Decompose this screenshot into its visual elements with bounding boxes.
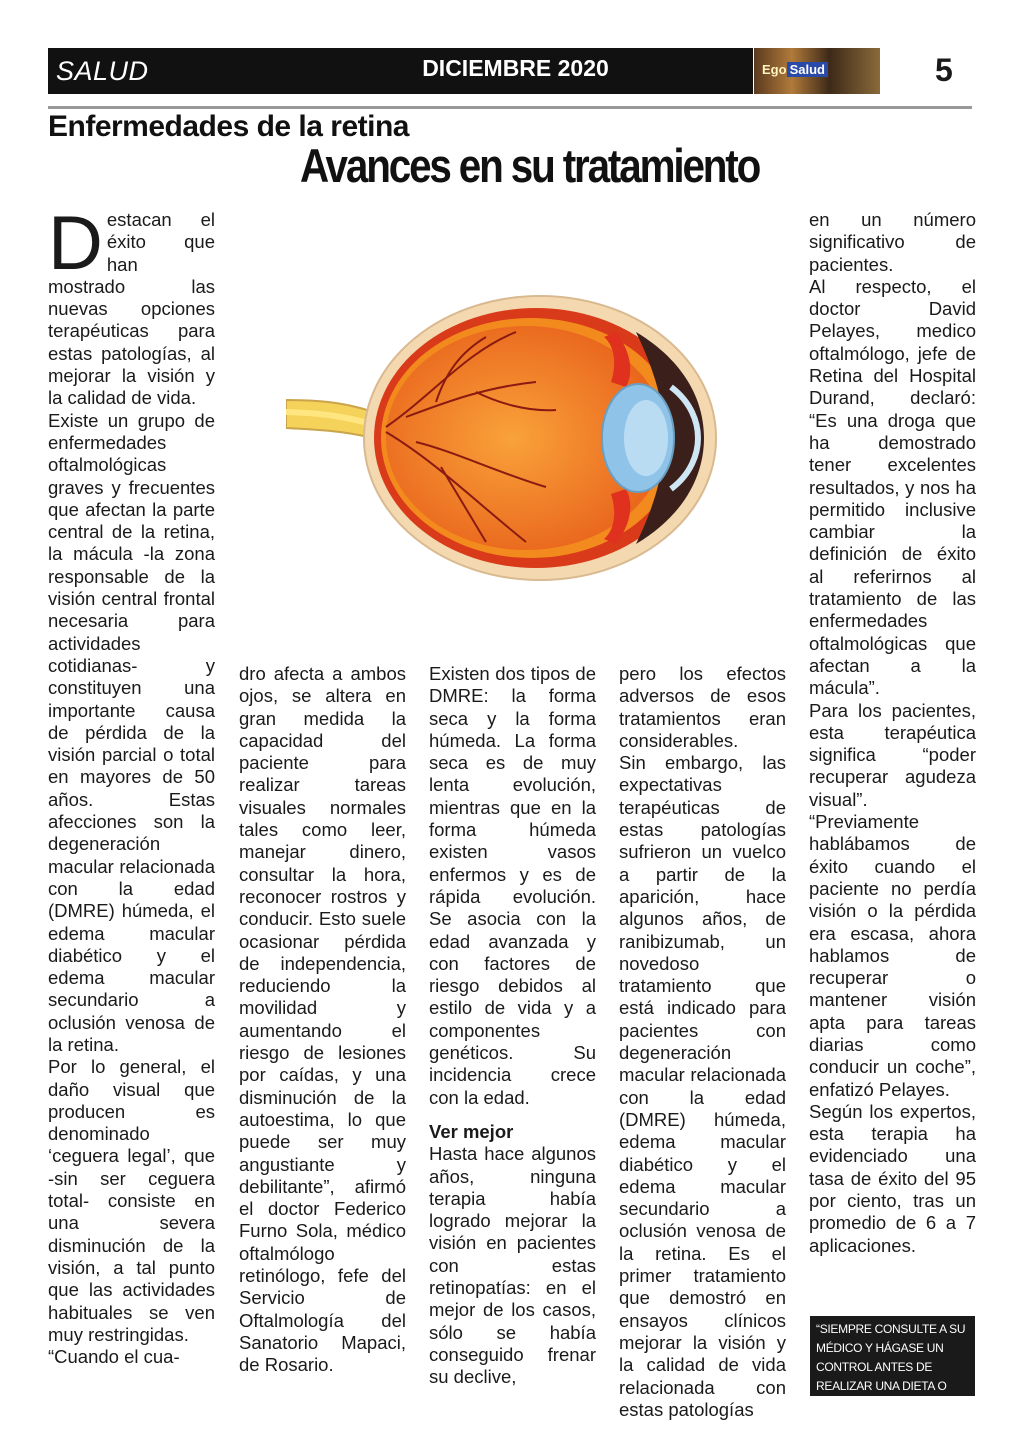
article-column-1: [48, 201, 215, 1368]
subheading: Ver mejor: [429, 1120, 514, 1142]
paragraph: “Cuando el cua-: [48, 1346, 180, 1368]
article-column-4: [619, 663, 786, 1421]
logo-text: Ego Salud: [762, 62, 828, 77]
paragraph: Para los pacientes, esta terapéutica significa “poder recuperar agudeza visual”. “Previamente hablábamos de éxito cuando el paciente no perdía visión o la pérdida era escasa, ahora hablamos de recuperar o mantener visión apta para tareas diarias como conducir un coche”, enfatizó Pelayes.: [809, 699, 976, 1100]
header-rule: [48, 106, 972, 109]
issue-date: DICIEMBRE 2020: [422, 55, 609, 81]
article-column-3: [429, 663, 596, 1389]
page-number: 5: [935, 52, 953, 88]
paragraph: en un número significativo de pacientes.: [809, 209, 976, 275]
article-column-2: [239, 663, 406, 1377]
advice-box: “SIEMPRE CONSULTE A SU MÉDICO Y HÁGASE UN CONTROL ANTES DE REALIZAR UNA DIETA O ACTIVIDAD FÍSICA”: [810, 1316, 975, 1396]
paragraph: Por lo general, el daño visual que producen es denominado ‘ceguera legal’, que -sin ser ceguera total- consiste en una severa disminución de la visión, a tal punto que las actividades habituales se ven muy restringidas.: [48, 1056, 215, 1345]
paragraph: Según los expertos, esta terapia ha evidenciado una tasa de éxito del 95 por ciento, tras un promedio de 6 a 7 aplicaciones.: [809, 1100, 976, 1256]
paragraph: Al respecto, el doctor David Pelayes, medico oftalmólogo, jefe de Retina del Hospital Durand, declaró: “Es una droga que ha demostrado tener excelentes resultados, y nos ha permitido inclusive cambiar la definición de éxito al referirnos al tratamiento de las enfermedades oftalmológicas que afectan a la mácula”.: [809, 275, 976, 699]
paragraph: pero los efectos adversos de esos tratamientos eran considerables.: [619, 663, 786, 751]
publication-logo: [754, 48, 880, 94]
paragraph: Existen dos tipos de DMRE: la forma seca y la forma húmeda. La forma seca es de muy lenta evolución, mientras que en la forma húmeda existen vasos enfermos y es de rápida evolución. Se asocia con la edad avanzada y con factores de riesgo debidos al estilo de vida y a componentes genéticos. Su incidencia crece con la edad.: [429, 663, 596, 1108]
section-label: SALUD: [56, 56, 149, 86]
article-headline: Avances en su tratamiento: [300, 139, 760, 192]
paragraph: dro afecta a ambos ojos, se altera en gran medida la capacidad del paciente para realizar tareas visuales normales tales como leer, manejar dinero, consultar la hora, reconocer rostros y conducir. Esto suele ocasionar pérdida de independencia, reduciendo la movilidad y aumentando el riesgo de lesiones por caídas, y una disminución de la autoestima, lo que puede ser muy angustiante y debilitante”, afirmó el doctor Federico Furno Sola, médico oftalmólogo retinólogo, fefe del Servicio de Oftalmología del Sanatorio Mapaci, de Rosario.: [239, 663, 406, 1376]
eye-anatomy-illustration: [286, 292, 718, 584]
drop-cap: D: [48, 201, 103, 286]
article-kicker: Enfermedades de la retina: [48, 110, 409, 143]
paragraph: Existe un grupo de enfermedades oftalmológicas graves y frecuentes que afectan la parte central de la retina, la mácula -la zona responsable de la visión central frontal necesaria para actividades cotidianas- y constituyen una importante causa de pérdida de la visión parcial o total en mayores de 50 años. Estas afecciones son la degeneración macular relacionada con la edad (DMRE) húmeda, el edema macular diabético y el edema macular secundario a oclusión venosa de la retina.: [48, 409, 215, 1055]
article-column-5: [809, 209, 976, 1257]
paragraph: Hasta hace algunos años, ninguna terapia había logrado mejorar la visión en pacientes con estas retinopatías: en el mejor de los casos, sólo se había conseguido frenar su declive,: [429, 1143, 596, 1388]
paragraph: estacan el éxito que han mostrado las nuevas opciones terapéuticas para estas patologías, al mejorar la visión y la calidad de vida.: [48, 209, 215, 409]
paragraph: Sin embargo, las expectativas terapéuticas de estas patologías sufrieron un vuelco a partir de la aparición, hace algunos años, de ranibizumab, un novedoso tratamiento que está indicado para pacientes con degeneración macular relacionada con la edad (DMRE) húmeda, edema macular diabético y el edema macular secundario a oclusión venosa de la retina. Es el primer tratamiento que demostró en ensayos clínicos mejorar la visión y la calidad de vida relacionada con estas patologías: [619, 752, 786, 1420]
header-bar: [48, 48, 753, 94]
